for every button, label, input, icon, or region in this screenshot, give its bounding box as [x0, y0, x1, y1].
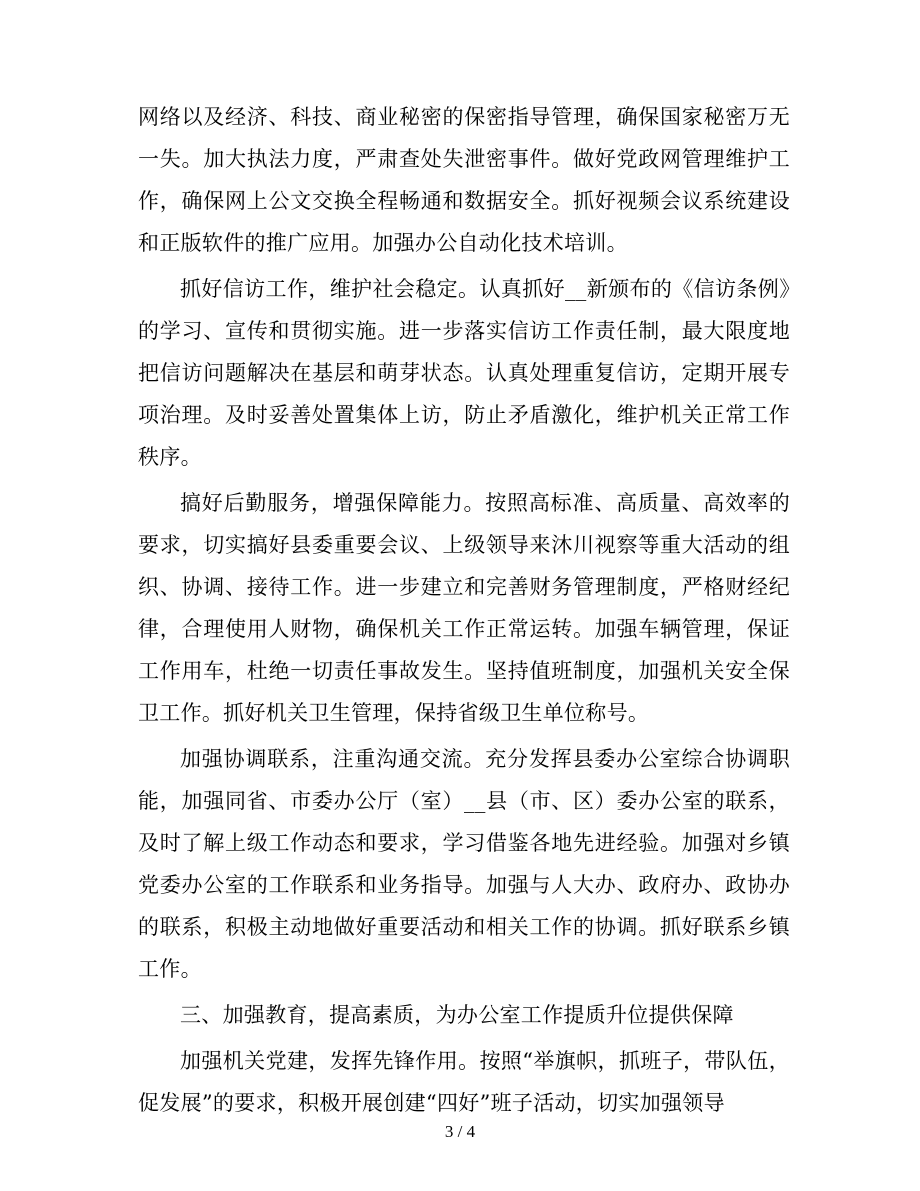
paragraph-continued: 网络以及经济、科技、商业秘密的保密指导管理，确保国家秘密万无一失。加大执法力度，严肃查处失泄密事件。做好党政网管理维护工作，确保网上公文交换全程畅通和数据安全。抓好视频会议系统建设和正版软件的推广应用。加强办公自动化技术培训。	[138, 105, 790, 255]
page-number: 3 / 4	[444, 1122, 476, 1141]
paragraph-logistics-service: 搞好后勤服务，增强保障能力。按照高标准、高质量、高效率的要求，切实搞好县委重要会议、上级领导来沐川视察等重大活动的组织、协调、接待工作。进一步建立和完善财务管理制度，严格财经纪律，合理使用人财物，确保机关工作正常运转。加强车辆管理，保证工作用车，杜绝一切责任事故发生。坚持值班制度，加强机关安全保卫工作。抓好机关卫生管理，保持省级卫生单位称号。	[138, 491, 790, 725]
paragraph-party-building: 加强机关党建，发挥先锋作用。按照“举旗帜，抓班子，带队伍，促发展”的要求，积极开展创建“四好”班子活动，切实加强领导	[138, 1049, 790, 1115]
paragraph-coordination: 加强协调联系，注重沟通交流。充分发挥县委办公室综合协调职能，加强同省、市委办公厅（室）__县（市、区）委办公室的联系，及时了解上级工作动态和要求，学习借鉴各地先进经验。加强对乡镇党委办公室的工作联系和业务指导。加强与人大办、政府办、政协办的联系，积极主动地做好重要活动和相关工作的协调。抓好联系乡镇工作。	[138, 747, 790, 981]
section-heading-three: 三、加强教育，提高素质，为办公室工作提质升位提供保障	[180, 1003, 734, 1027]
paragraph-petition-work: 抓好信访工作，维护社会稳定。认真抓好__新颁布的《信访条例》的学习、宣传和贯彻实施。进一步落实信访工作责任制，最大限度地把信访问题解决在基层和萌芽状态。认真处理重复信访，定期开展专项治理。及时妥善处置集体上访，防止矛盾激化，维护机关正常工作秩序。	[138, 277, 790, 469]
document-body	[138, 96, 790, 1124]
